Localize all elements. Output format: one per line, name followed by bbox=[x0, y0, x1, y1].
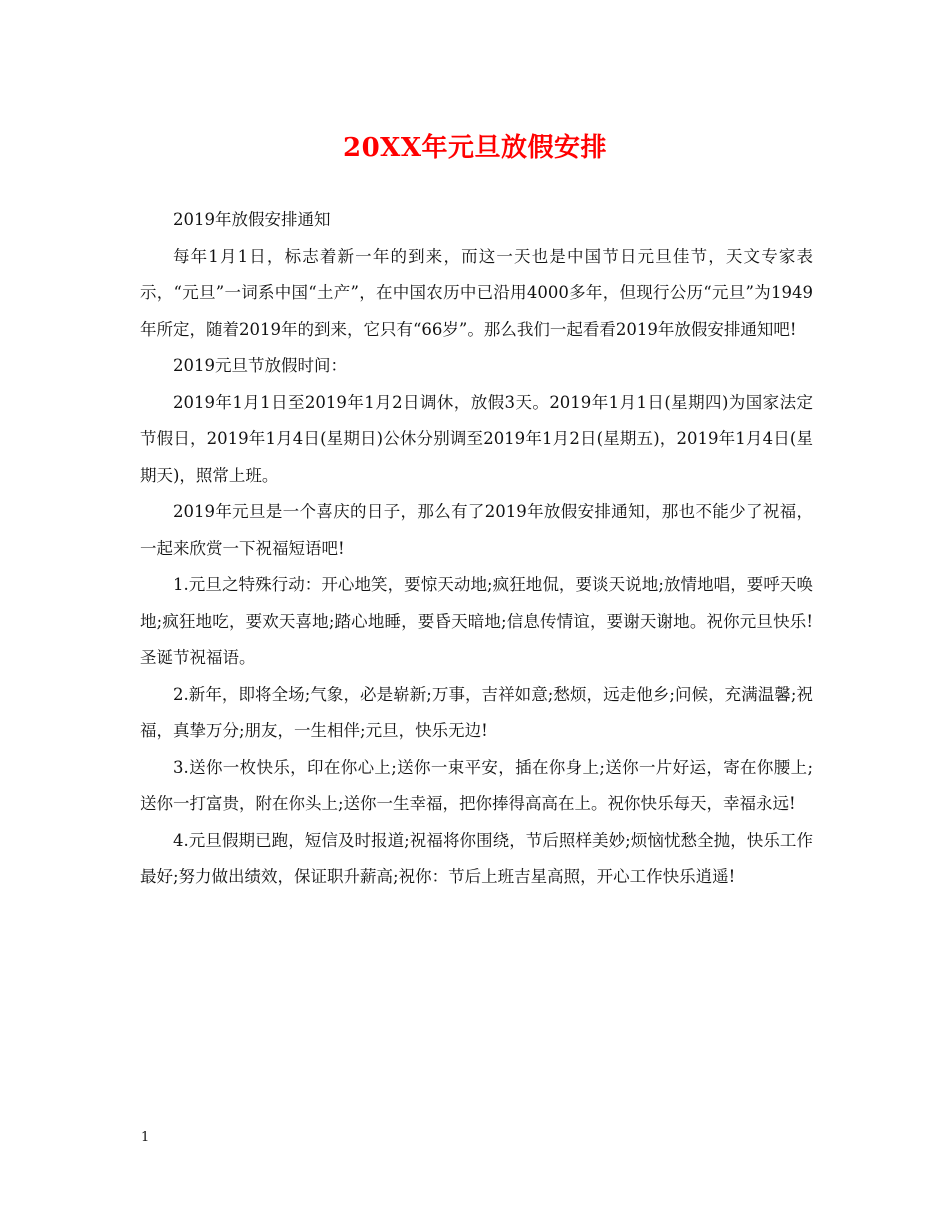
paragraph-holiday-time-heading: 2019元旦节放假时间： bbox=[173, 356, 347, 375]
document-body bbox=[140, 202, 813, 896]
page-number: 1 bbox=[141, 1130, 150, 1145]
paragraph-blessing-1: 1.元旦之特殊行动：开心地笑，要惊天动地;疯狂地侃，要谈天说地;放情地唱，要呼天唤地;疯狂地吃，要欢天喜地;踏心地睡，要昏天暗地;信息传情谊，要谢天谢地。祝你元旦快乐!圣诞节祝福语。 bbox=[140, 575, 813, 667]
paragraph-blessing-4: 4.元旦假期已跑，短信及时报道;祝福将你围绕，节后照样美妙;烦恼忧愁全抛，快乐工作最好;努力做出绩效，保证职升薪高;祝你：节后上班吉星高照，开心工作快乐逍遥! bbox=[140, 830, 813, 886]
document-title: 20XX年元旦放假安排 bbox=[342, 133, 608, 163]
paragraph-blessing-2: 2.新年，即将全场;气象，必是崭新;万事，吉祥如意;愁烦，远走他乡;问候，充满温馨;祝福，真挚万分;朋友，一生相伴;元旦，快乐无边! bbox=[140, 684, 813, 740]
paragraph-blessings-intro: 2019年元旦是一个喜庆的日子，那么有了2019年放假安排通知，那也不能少了祝福，一起来欣赏一下祝福短语吧! bbox=[140, 502, 813, 558]
paragraph-holiday-schedule: 2019年1月1日至2019年1月2日调休，放假3天。2019年1月1日(星期四)为国家法定节假日，2019年1月4日(星期日)公休分别调至2019年1月2日(星期五)，2019年1月4日(星期天)，照常上班。 bbox=[140, 392, 813, 485]
paragraph-intro: 每年1月1日，标志着新一年的到来，而这一天也是中国节日元旦佳节，天文专家表示，“元旦”一词系中国“土产”，在中国农历中已沿用4000多年，但现行公历“元旦”为1949年所定，随着2019年的到来，它只有“66岁”。那么我们一起看看2019年放假安排通知吧! bbox=[140, 246, 813, 339]
paragraph-notice-heading: 2019年放假安排通知 bbox=[173, 210, 331, 229]
paragraph-blessing-3: 3.送你一枚快乐，印在你心上;送你一束平安，插在你身上;送你一片好运，寄在你腰上;送你一打富贵，附在你头上;送你一生幸福，把你捧得高高在上。祝你快乐每天，幸福永远! bbox=[140, 757, 813, 813]
